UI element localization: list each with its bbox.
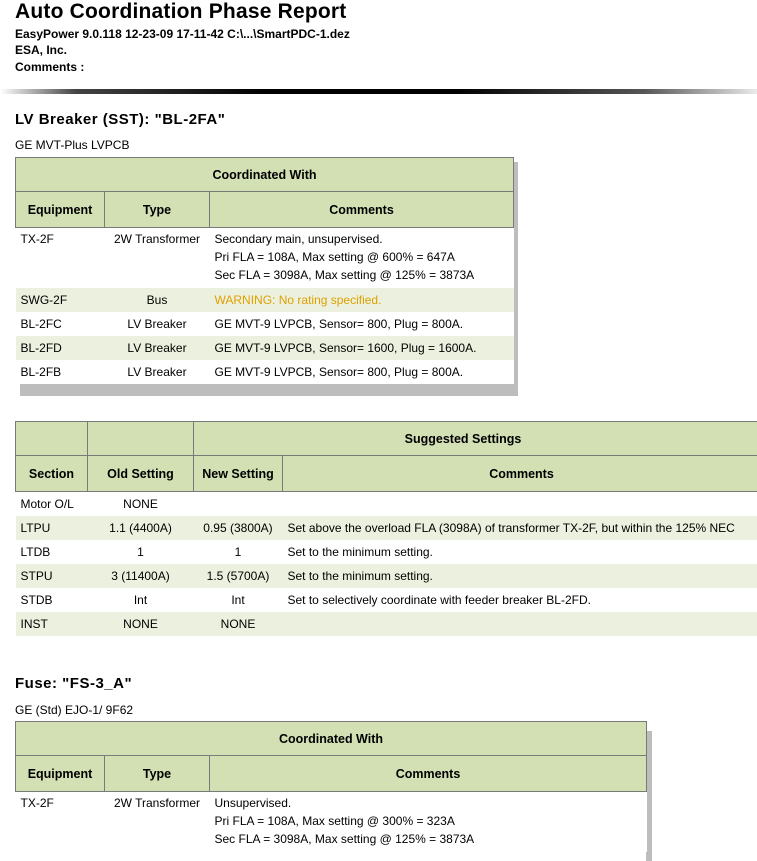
comment-cell [283, 612, 757, 636]
comment-cell: Set to the minimum setting. [283, 564, 757, 588]
table-row [16, 336, 514, 360]
report-title: Auto Coordination Phase Report [15, 0, 347, 24]
section-subtitle-breaker: GE MVT-Plus LVPCB [15, 138, 129, 152]
col-comments: Comments [210, 192, 514, 228]
old-setting-cell: 3 (11400A) [88, 564, 194, 588]
section-title-fuse: Fuse: "FS-3_A" [15, 675, 132, 692]
table-row [16, 540, 757, 564]
section-cell: STPU [16, 564, 88, 588]
type-cell: Bus [105, 288, 210, 312]
comment-cell: GE MVT-9 LVPCB, Sensor= 1600, Plug = 1600A. [210, 336, 514, 360]
table-row [16, 564, 757, 588]
comment-cell: Set to selectively coordinate with feeder breaker BL-2FD. [283, 588, 757, 612]
col-old-setting: Old Setting [88, 456, 194, 492]
comment-cell: Unsupervised. Pri FLA = 108A, Max setting @ 300% = 323A Sec FLA = 3098A, Max setting @ 125% = 3873A [210, 792, 647, 852]
new-setting-cell: NONE [194, 612, 283, 636]
col-type: Type [105, 756, 210, 792]
coordinated-with-header: Coordinated With [16, 158, 514, 192]
equipment-cell: BL-2FD [16, 336, 105, 360]
coordinated-with-table-1 [15, 157, 514, 384]
section-cell: LTPU [16, 516, 88, 540]
warning-comment-cell: WARNING: No rating specified. [210, 288, 514, 312]
table-row [16, 492, 757, 517]
type-cell: LV Breaker [105, 312, 210, 336]
header-divider [0, 89, 757, 94]
old-setting-cell: NONE [88, 492, 194, 517]
section-title-breaker: LV Breaker (SST): "BL-2FA" [15, 111, 225, 128]
type-cell: 2W Transformer [105, 228, 210, 288]
comment-cell: Set above the overload FLA (3098A) of transformer TX-2F, but within the 125% NEC [283, 516, 757, 540]
col-equipment: Equipment [16, 192, 105, 228]
suggested-settings-header: Suggested Settings [194, 422, 757, 456]
table-row [16, 792, 647, 852]
new-setting-cell: 1.5 (5700A) [194, 564, 283, 588]
equipment-cell: BL-2FB [16, 360, 105, 384]
equipment-cell: TX-2F [16, 228, 105, 288]
equipment-cell: TX-2F [16, 792, 105, 852]
section-cell: LTDB [16, 540, 88, 564]
old-setting-cell: Int [88, 588, 194, 612]
new-setting-cell: Int [194, 588, 283, 612]
table-row [16, 588, 757, 612]
new-setting-cell: 0.95 (3800A) [194, 516, 283, 540]
equipment-cell: SWG-2F [16, 288, 105, 312]
old-setting-cell: NONE [88, 612, 194, 636]
table-row [16, 360, 514, 384]
suggested-settings-table [15, 421, 757, 636]
section-cell: Motor O/L [16, 492, 88, 517]
col-comments: Comments [283, 456, 757, 492]
app-info-line: EasyPower 9.0.118 12-23-09 17-11-42 C:\...\SmartPDC-1.dez [15, 27, 350, 41]
table-row [16, 288, 514, 312]
comment-cell: GE MVT-9 LVPCB, Sensor= 800, Plug = 800A. [210, 360, 514, 384]
col-comments: Comments [210, 756, 647, 792]
old-setting-cell: 1 [88, 540, 194, 564]
col-section: Section [16, 456, 88, 492]
type-cell: LV Breaker [105, 360, 210, 384]
col-type: Type [105, 192, 210, 228]
coordinated-with-table-2 [15, 721, 647, 852]
comment-cell: GE MVT-9 LVPCB, Sensor= 800, Plug = 800A. [210, 312, 514, 336]
section-subtitle-fuse: GE (Std) EJO-1/ 9F62 [15, 703, 133, 717]
table-row [16, 312, 514, 336]
coordinated-with-header: Coordinated With [16, 722, 647, 756]
table-row [16, 516, 757, 540]
comment-cell: Secondary main, unsupervised. Pri FLA = 108A, Max setting @ 600% = 647A Sec FLA = 3098A, Max setting @ 125% = 3873A [210, 228, 514, 288]
section-cell: STDB [16, 588, 88, 612]
col-equipment: Equipment [16, 756, 105, 792]
equipment-cell: BL-2FC [16, 312, 105, 336]
table-row [16, 228, 514, 288]
new-setting-cell: 1 [194, 540, 283, 564]
section-cell: INST [16, 612, 88, 636]
type-cell: LV Breaker [105, 336, 210, 360]
old-setting-cell: 1.1 (4400A) [88, 516, 194, 540]
company-name: ESA, Inc. [15, 43, 67, 57]
new-setting-cell [194, 492, 283, 517]
comment-cell: Set to the minimum setting. [283, 540, 757, 564]
type-cell: 2W Transformer [105, 792, 210, 852]
col-new-setting: New Setting [194, 456, 283, 492]
table-row [16, 612, 757, 636]
comments-label: Comments : [15, 60, 84, 74]
comment-cell [283, 492, 757, 517]
